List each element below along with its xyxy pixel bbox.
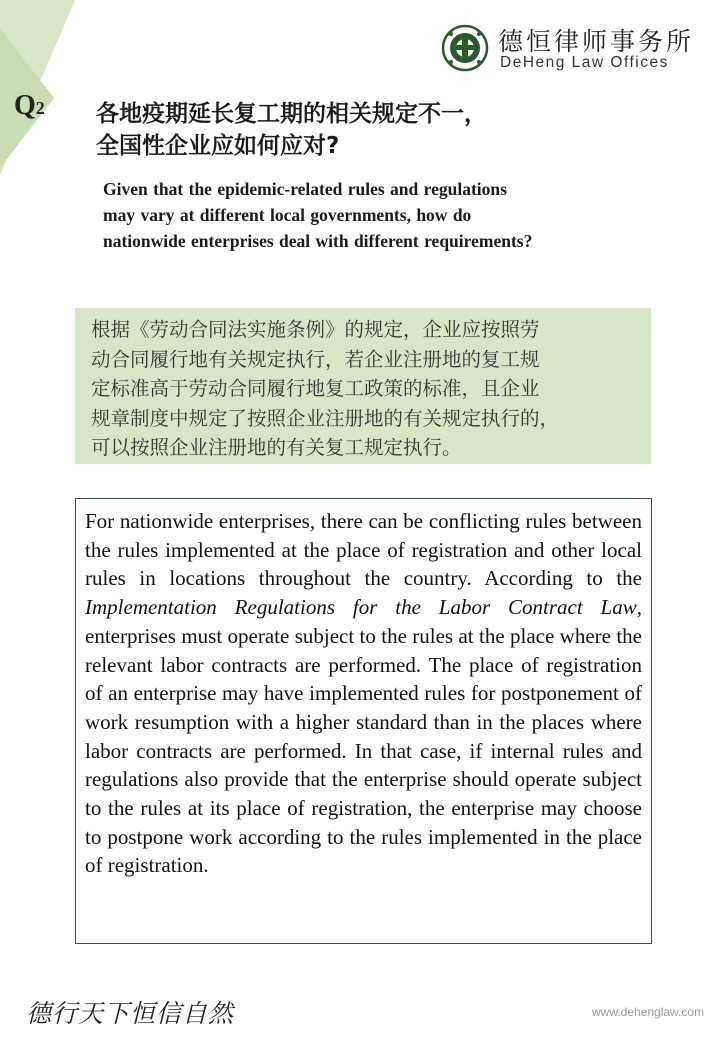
firm-name-cn: 德恒律师事务所 <box>498 27 695 56</box>
answer-en-text: For nationwide enterprises, there can be conflicting rules between the rules implemented at the place of registration and other local rules in locations throughout the country. According to the <box>85 509 642 591</box>
question-title-cn-line: 各地疫期延长复工期的相关规定不一， <box>96 101 487 127</box>
answer-cn-line: 动合同履行地有关规定执行，若企业注册地的复工规 <box>91 347 540 371</box>
deheng-seal-logo-icon <box>441 24 489 72</box>
question-title-cn <box>96 98 696 162</box>
footer-slogan: 德行天下恒信自然 <box>26 999 235 1028</box>
answer-en-regulation-title: Implementation Regulations for the Labor Contract Law <box>85 595 637 620</box>
question-title-en <box>103 176 663 254</box>
question-title-en-line: nationwide enterprises deal with different requirements? <box>103 231 533 251</box>
answer-en-box <box>75 498 652 944</box>
firm-name-en: DeHeng Law Offices <box>500 54 669 71</box>
question-title-en-line: may vary at different local governments, how do <box>103 205 472 225</box>
question-number: Q2 <box>14 90 45 121</box>
answer-cn-line: 可以按照企业注册地的有关复工规定执行。 <box>91 436 462 459</box>
answer-cn-box <box>75 308 651 464</box>
answer-en-text: , enterprises must operate subject to the rules at the place where the relevant labor contracts are performed. The place of registration of an enterprise may have implemented rules for postponement of work resumption with a higher standard than in the places where labor contracts are performed. In that case, if internal rules and regulations also provide that the enterprise should operate subject to the rules at its place of registration, the enterprise may choose to postpone work according to the rules implemented in the place of registration. <box>85 595 642 878</box>
answer-cn-line: 根据《劳动合同法实施条例》的规定，企业应按照劳 <box>91 318 540 341</box>
footer-website-link[interactable]: www.dehenglaw.com <box>592 1005 705 1019</box>
question-title-cn-line: 全国性企业应如何应对? <box>96 133 340 159</box>
answer-cn-line: 规章制度中规定了按照企业注册地的有关规定执行的， <box>91 406 560 430</box>
answer-cn-line: 定标准高于劳动合同履行地复工政策的标准，且企业 <box>91 377 540 400</box>
question-title-en-line: Given that the epidemic-related rules and regulations <box>103 179 507 199</box>
